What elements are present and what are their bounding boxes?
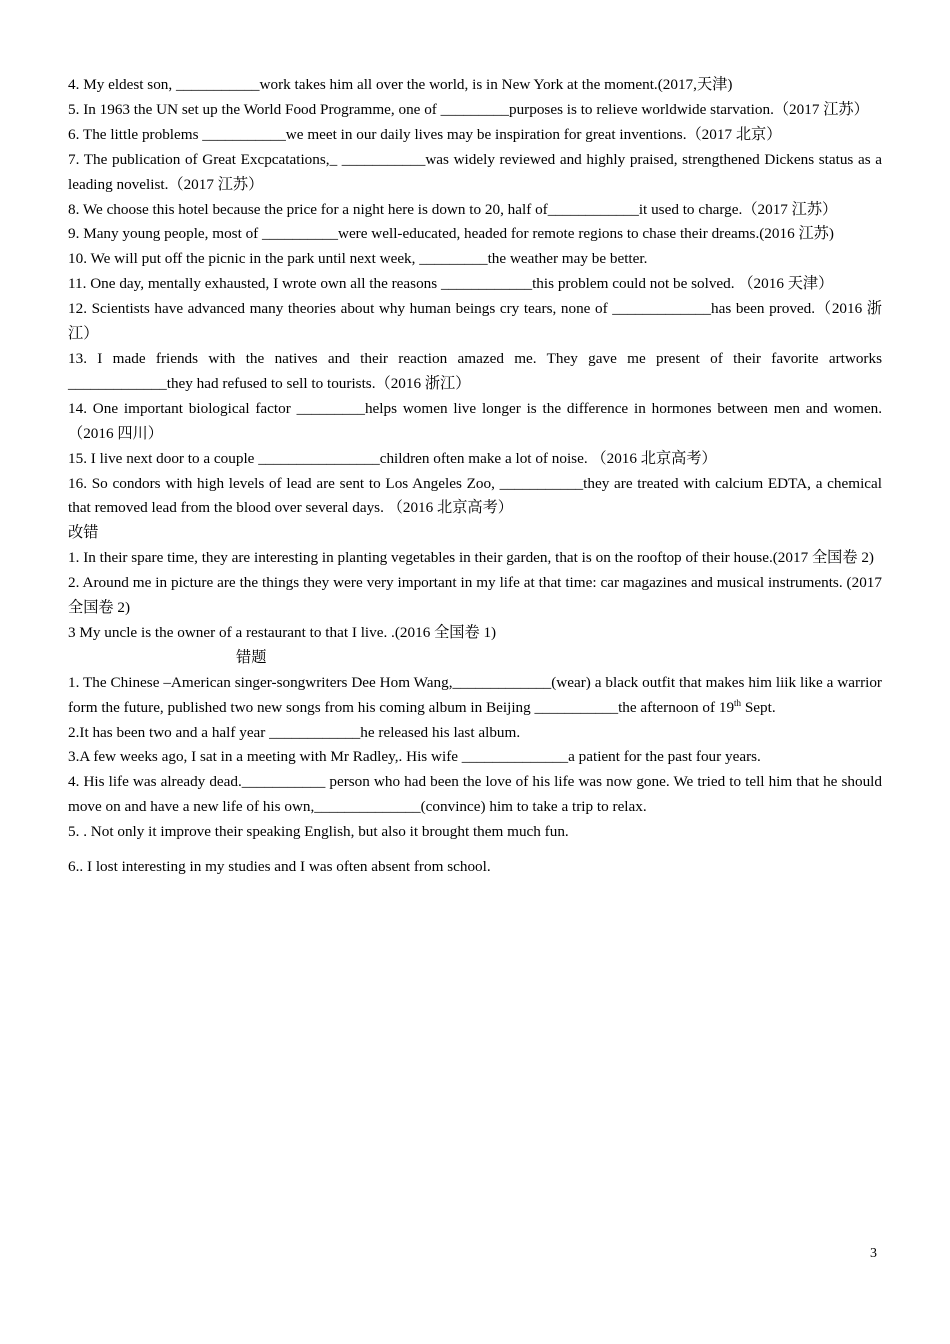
question-fill-11: 11. One day, mentally exhausted, I wrote own all the reasons ____________this problem could not be solved. （2016 天津） xyxy=(68,275,834,293)
section-heading-correction: 改错 xyxy=(68,524,99,542)
question-fill-14: 14. One important biological factor _________helps women live longer is the difference in hormones between men and women.（2016 四川） xyxy=(68,399,882,442)
question-fill-16: 16. So condors with high levels of lead are sent to Los Angeles Zoo, ___________they are treated with calcium EDTA, a chemical that removed lead from the blood over several days. （2016 北京高考） xyxy=(68,474,882,517)
question-wrong-1 xyxy=(68,671,882,721)
question-fill-15: 15. I live next door to a couple ________________children often make a lot of noise. （2016 北京高考） xyxy=(68,449,717,467)
ordinal-suffix: th xyxy=(734,697,742,708)
question-fill-12: 12. Scientists have advanced many theories about why human beings cry tears, none of _____________has been proved.（2016 浙江） xyxy=(68,300,882,343)
question-fill-5: 5. In 1963 the UN set up the World Food Programme, one of _________purposes is to relieve worldwide starvation.（2017 江苏） xyxy=(68,100,869,118)
question-wrong-4: 4. His life was already dead.___________ person who had been the love of his life was now gone. We tried to tell him that he should move on and have a new life of his own,______________(convince) him to take a trip to relax. xyxy=(68,773,882,816)
question-correction-3: 3 My uncle is the owner of a restaurant to that I live. .(2016 全国卷 1) xyxy=(68,623,497,641)
question-wrong-5: 5. . Not only it improve their speaking English, but also it brought them much fun. xyxy=(68,823,569,841)
page-number: 3 xyxy=(870,1246,877,1261)
question-correction-1: 1. In their spare time, they are interesting in planting vegetables in their garden, that is on the rooftop of their house.(2017 全国卷 2) xyxy=(68,549,874,567)
question-wrong-1-text: 1. The Chinese –American singer-songwriters Dee Hom Wang,_____________(wear) a black outfit that makes him liik like a warrior form the future, published two new songs from his coming album in Beijing ___________the afternoon of 19 xyxy=(68,673,882,716)
question-wrong-2: 2.It has been two and a half year ____________he released his last album. xyxy=(68,723,521,741)
question-fill-8: 8. We choose this hotel because the price for a night here is down to 20, half of____________it used to charge.（2017 江苏） xyxy=(68,200,838,218)
question-wrong-3: 3.A few weeks ago, I sat in a meeting with Mr Radley,. His wife ______________a patient for the past four years. xyxy=(68,748,761,766)
section-heading-wrong: 错题 xyxy=(236,648,267,666)
question-correction-2: 2. Around me in picture are the things they were very important in my life at that time: car magazines and musical instruments. (2017 全国卷 2) xyxy=(68,574,882,617)
question-fill-9: 9. Many young people, most of __________were well-educated, headed for remote regions to chase their dreams.(2016 江苏) xyxy=(68,225,834,243)
spacer xyxy=(68,845,882,855)
question-wrong-6: 6.. I lost interesting in my studies and I was often absent from school. xyxy=(68,858,491,876)
question-fill-13: 13. I made friends with the natives and their reaction amazed me. They gave me present of their favorite artworks _____________they had refused to sell to tourists.（2016 浙江） xyxy=(68,349,882,392)
question-fill-7: 7. The publication of Great Excpcatations,_ ___________was widely reviewed and highly praised, strengthened Dickens status as a leading novelist.（2017 江苏） xyxy=(68,150,882,193)
question-wrong-1-end: Sept. xyxy=(741,698,776,716)
question-fill-10: 10. We will put off the picnic in the park until next week, _________the weather may be better. xyxy=(68,250,648,268)
question-fill-4: 4. My eldest son, ___________work takes him all over the world, is in New York at the moment.(2017,天津) xyxy=(68,76,733,93)
question-fill-6: 6. The little problems ___________we meet in our daily lives may be inspiration for great inventions.（2017 北京） xyxy=(68,125,782,143)
document-body xyxy=(68,73,882,880)
